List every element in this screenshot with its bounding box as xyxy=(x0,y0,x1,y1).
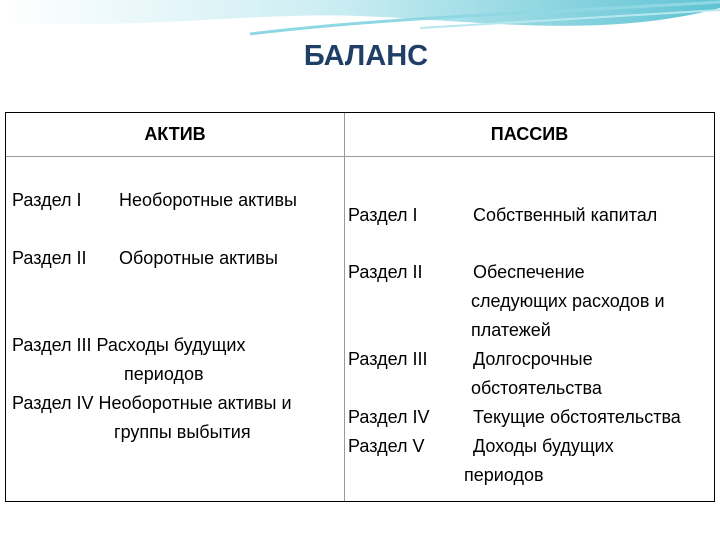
asset-name-1: Необоротные активы xyxy=(119,190,297,210)
liability-section-5: Раздел V xyxy=(348,436,425,456)
liability-name-2-line3: платежей xyxy=(471,320,551,340)
liability-name-2-line2: следующих расходов и xyxy=(471,291,665,311)
page-title: БАЛАНС xyxy=(303,40,429,72)
asset-section-3-line2: периодов xyxy=(124,364,204,384)
column-divider xyxy=(344,113,345,501)
liability-name-5-line2: периодов xyxy=(464,465,544,485)
assets-header: АКТИВ xyxy=(144,124,206,144)
liability-section-2: Раздел II xyxy=(348,262,423,282)
liability-section-4: Раздел IV xyxy=(348,407,430,427)
asset-section-4-line2: группы выбытия xyxy=(114,422,251,442)
asset-section-3-line1: Раздел III Расходы будущих xyxy=(12,335,246,355)
liability-name-3-line2: обстоятельства xyxy=(471,378,602,398)
asset-name-2: Оборотные активы xyxy=(119,248,278,268)
liability-name-3-line1: Долгосрочные xyxy=(473,349,593,369)
liability-name-1: Собственный капитал xyxy=(473,205,658,225)
liability-name-4: Текущие обстоятельства xyxy=(473,407,681,427)
asset-section-2: Раздел II xyxy=(12,248,87,268)
liability-name-5-line1: Доходы будущих xyxy=(473,436,614,456)
liability-section-1: Раздел I xyxy=(348,205,418,225)
balance-table xyxy=(5,112,715,502)
asset-section-4-line1: Раздел IV Необоротные активы и xyxy=(12,393,292,413)
asset-section-1: Раздел I xyxy=(12,190,82,210)
liability-section-3: Раздел III xyxy=(348,349,428,369)
liability-name-2-line1: Обеспечение xyxy=(473,262,585,282)
header-divider xyxy=(6,156,714,157)
liabilities-header: ПАССИВ xyxy=(490,124,569,144)
